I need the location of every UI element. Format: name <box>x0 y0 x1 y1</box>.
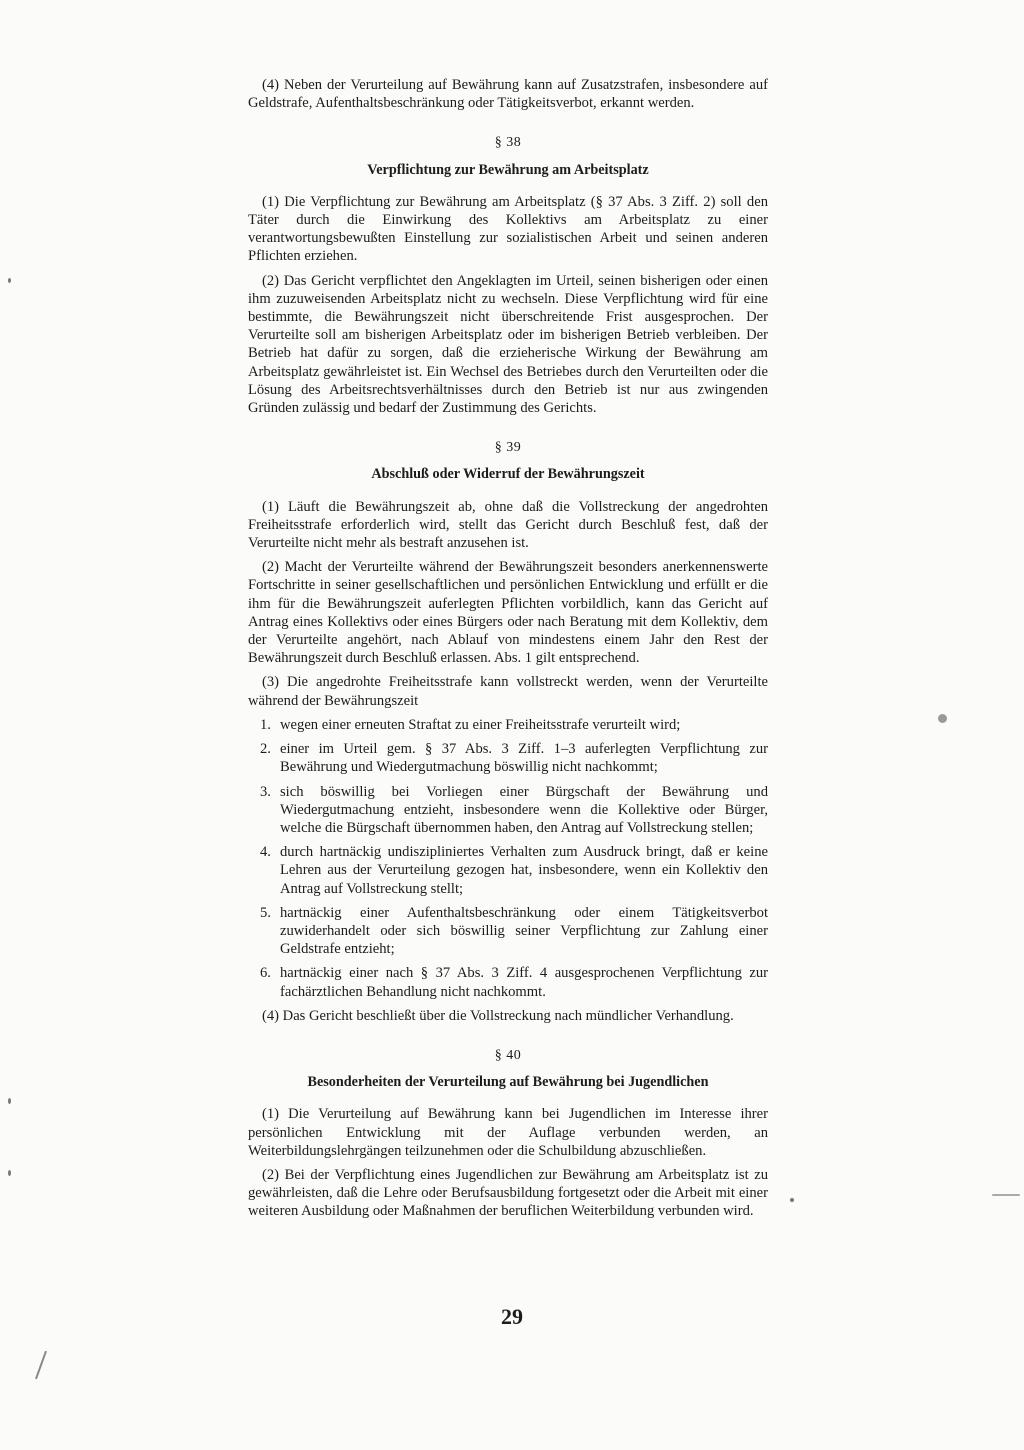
section-title: Verpflichtung zur Bewährung am Arbeitsplatz <box>367 161 649 178</box>
scan-speck <box>8 1098 11 1104</box>
list-item-text: sich böswillig bei Vorliegen einer Bürgschaft der Bewährung und Wiedergutmachung entzieht, insbesondere wenn die Kollektive oder Bürger, welche die Bürgschaft übernommen haben, den Antrag auf Vollstreckung stellen; <box>280 783 768 836</box>
list-item <box>248 843 768 898</box>
section-number: § 39 <box>494 440 522 456</box>
section-number: § 40 <box>494 1047 522 1063</box>
paragraph: (3) Die angedrohte Freiheitsstrafe kann vollstreckt werden, wenn der Verurteilte während der Bewährungszeit <box>248 674 768 709</box>
list-item-text: durch hartnäckig undiszipliniertes Verhalten zum Ausdruck bringt, daß er keine Lehren aus der Verurteilung gezogen hat, insbesondere, wenn ein Kollektiv den Antrag auf Vollstreckung stellt; <box>280 844 768 897</box>
list-item-number: 4. <box>260 844 271 861</box>
list-item <box>248 740 768 776</box>
scan-speck <box>790 1198 794 1202</box>
list-item <box>248 904 768 959</box>
scan-speck <box>8 1170 11 1176</box>
paragraph: (1) Die Verpflichtung zur Bewährung am Arbeitsplatz (§ 37 Abs. 3 Ziff. 2) soll den Täter durch die Einwirkung des Kollektivs am Arbeitsplatz zu einer verantwortungsbewußten Einstellung zur sozialistischen Arbeit und seinen anderen Pflichten erziehen. <box>248 193 768 265</box>
paragraph: (2) Macht der Verurteilte während der Bewährungszeit besonders anerkennenswerte Fortschritte in seiner gesellschaftlichen und persönlichen Entwicklung und erfüllt er die ihm für die Bewährungszeit auferlegten Pflichten vorbildlich, kann das Gericht auf Antrag eines Kollektivs oder eines Bürgers oder nach Beratung mit dem Kollektiv, dem der Verurteilte angehört, nach Ablauf von mindestens einem Jahr den Rest der Bewährungszeit durch Beschluß erlassen. Abs. 1 gilt entsprechend. <box>248 559 768 667</box>
conditions-list <box>248 716 768 1001</box>
paragraph: (1) Die Verurteilung auf Bewährung kann bei Jugendlichen im Interesse ihrer persönlichen Entwicklung mit der Auflage verbunden werden, an Weiterbildungslehrgängen teilzunehmen oder die Schulbildung abzuschließen. <box>248 1106 768 1159</box>
paragraph: (4) Das Gericht beschließt über die Vollstreckung nach mündlicher Verhandlung. <box>262 1007 734 1024</box>
scan-speck <box>992 1194 1020 1196</box>
section-title: Abschluß oder Widerruf der Bewährungszeit <box>371 466 645 483</box>
section-39 <box>248 439 768 1025</box>
list-item-text: einer im Urteil gem. § 37 Abs. 3 Ziff. 1–3 auferlegten Verpflichtung zur Bewährung und Wiedergutmachung böswillig nicht nachkommt; <box>280 741 768 776</box>
list-item <box>248 783 768 838</box>
document-page <box>248 76 768 1227</box>
list-item-number: 2. <box>260 741 271 758</box>
intro-paragraph: (4) Neben der Verurteilung auf Bewährung kann auf Zusatzstrafen, insbesondere auf Geldstrafe, Aufenthaltsbeschränkung oder Tätigkeitsverbot, erkannt werden. <box>248 77 768 112</box>
section-40 <box>248 1047 768 1221</box>
section-38 <box>248 134 768 417</box>
list-item <box>248 964 768 1000</box>
section-title: Besonderheiten der Verurteilung auf Bewährung bei Jugendlichen <box>307 1074 709 1091</box>
list-item-number: 1. <box>260 716 271 733</box>
scan-speck <box>8 278 11 283</box>
scan-speck <box>938 714 947 723</box>
paragraph: (2) Bei der Verpflichtung eines Jugendlichen zur Bewährung am Arbeitsplatz ist zu gewährleisten, daß die Lehre oder Berufsausbildung fortgesetzt oder die Arbeit mit einer weiteren Ausbildung oder Maßnahmen der beruflichen Weiterbildung verbunden wird. <box>248 1166 768 1220</box>
list-item <box>248 716 768 734</box>
scan-speck <box>35 1351 47 1380</box>
page-number: 29 <box>501 1304 523 1329</box>
list-item-text: hartnäckig einer Aufenthaltsbeschränkung oder einem Tätigkeitsverbot zuwiderhandelt oder sich böswillig seiner Verpflichtung zur Zahlung einer Geldstrafe entzieht; <box>280 904 768 958</box>
list-item-text: wegen einer erneuten Straftat zu einer Freiheitsstrafe verurteilt wird; <box>280 716 681 733</box>
list-item-text: hartnäckig einer nach § 37 Abs. 3 Ziff. 4 ausgesprochenen Verpflichtung zur fachärztlichen Behandlung nicht nachkommt. <box>280 965 768 1000</box>
paragraph: (2) Das Gericht verpflichtet den Angeklagten im Urteil, seinen bisherigen oder einen ihm zuzuweisenden Arbeitsplatz nicht zu wechseln. Diese Verpflichtung wird für eine bestimmte, die Bewährungszeit nicht überschreitende Frist ausgesprochen. Der Verurteilte soll am bisherigen Arbeitsplatz oder im bisherigen Betrieb verbleiben. Der Betrieb hat dafür zu sorgen, daß die erzieherische Wirkung der Bewährung am Arbeitsplatz gewährleistet ist. Ein Wechsel des Betriebes durch den Verurteilten oder die Lösung des Arbeitsrechtsverhältnisses durch den Betrieb ist nur aus zwingenden Gründen zulässig und bedarf der Zustimmung des Gerichts. <box>248 272 768 417</box>
paragraph: (1) Läuft die Bewährungszeit ab, ohne daß die Vollstreckung der angedrohten Freiheitsstrafe erforderlich wird, stellt das Gericht durch Beschluß fest, daß der Verurteilte nicht mehr als bestraft anzusehen ist. <box>248 498 768 552</box>
list-item-number: 6. <box>260 965 271 982</box>
list-item-number: 5. <box>260 904 271 921</box>
list-item-number: 3. <box>260 783 271 800</box>
section-number: § 38 <box>494 135 522 151</box>
